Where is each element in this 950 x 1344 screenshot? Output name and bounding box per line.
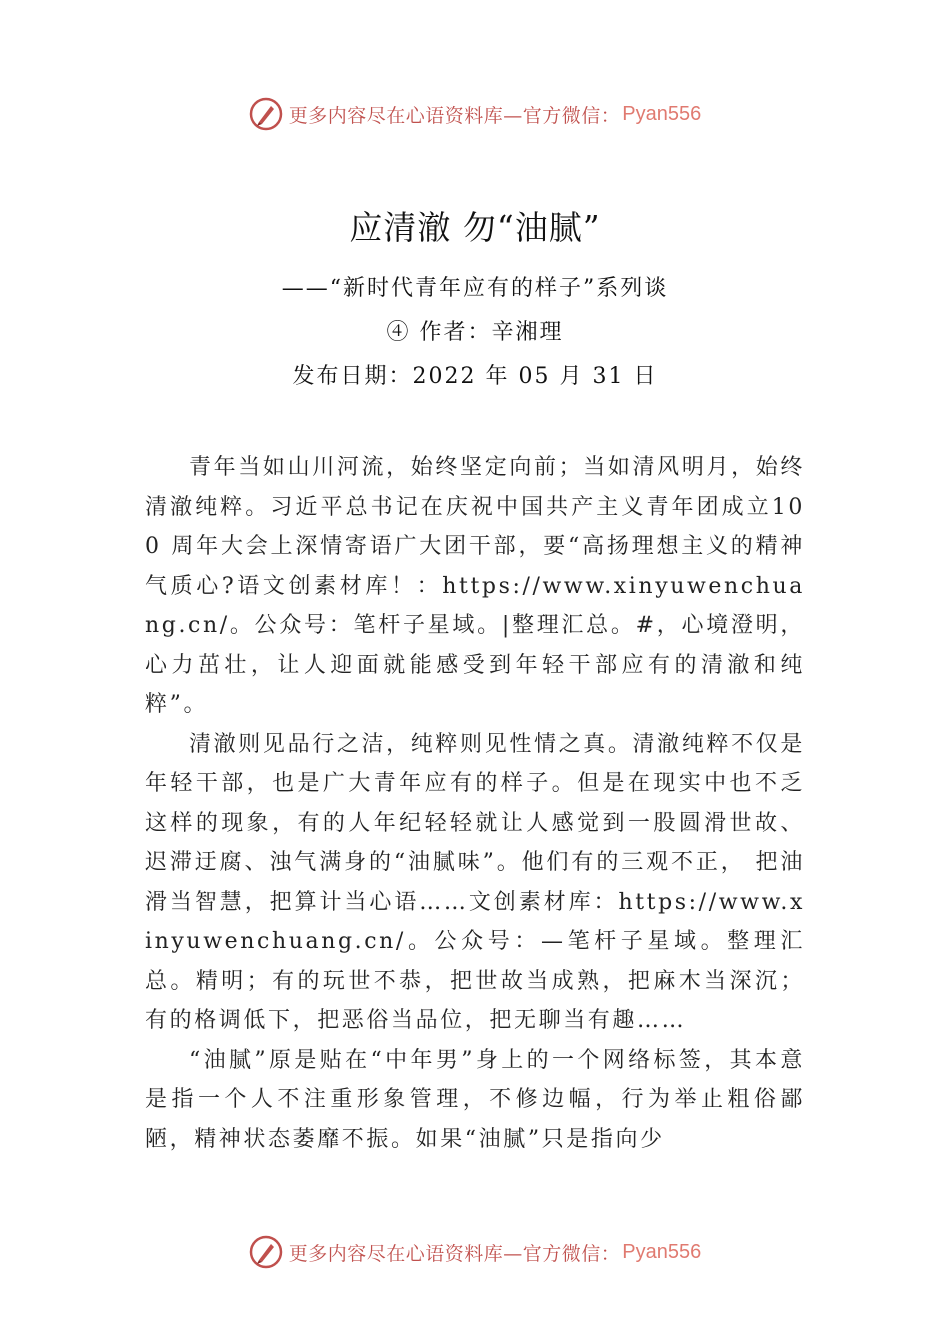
banner-text: 更多内容尽在心语资料库—官方微信： [288, 104, 621, 127]
article-body [145, 448, 805, 1159]
pen-circle-icon [249, 97, 283, 131]
subtitle: ——“新时代青年应有的样子”系列谈 [281, 276, 669, 301]
footer-banner [0, 1232, 950, 1272]
author-line: ④ 作者：辛湘理 [386, 320, 564, 345]
footer-banner-text: 更多内容尽在心语资料库—官方微信： [288, 1242, 621, 1265]
page-title: 应清澈 勿“油腻” [349, 208, 601, 247]
paragraph-3: “油腻”原是贴在“中年男”身上的一个网络标签，其本意是指一个人不注重形象管理，不修边幅，行为举止粗俗鄙陋，精神状态萎靡不振。如果“油腻”只是指向少 [145, 1047, 805, 1152]
publish-date: 发布日期：2022 年 05 月 31 日 [292, 364, 658, 389]
wechat-id: Pyan556 [622, 102, 702, 125]
header-banner [0, 94, 950, 134]
paragraph-1: 青年当如山川河流，始终坚定向前；当如清风明月，始终清澈纯粹。习近平总书记在庆祝中国共产主义青年团成立100 周年大会上深情寄语广大团干部，要“高扬理想主义的精神气质心?语文创素材库！：https://www.xinyuwenchuang.cn/。公众号：笔杆子星域。|整理汇总。#，心境澄明，心力茁壮，让人迎面就能感受到年轻干部应有的清澈和纯粹”。 [145, 455, 805, 717]
paragraph-2: 清澈则见品行之洁，纯粹则见性情之真。清澈纯粹不仅是年轻干部，也是广大青年应有的样子。但是在现实中也不乏这样的现象，有的人年纪轻轻就让人感觉到一股圆滑世故、迟滞迂腐、浊气满身的“油腻味”。他们有的三观不正， 把油滑当智慧，把算计当心语……文创素材库：https://www.xinyuwenchuang.cn/。公众号：—笔杆子星域。整理汇总。精明；有的玩世不恭，把世故当成熟，把麻木当深沉；有的格调低下，把恶俗当品位，把无聊当有趣…… [145, 731, 805, 1033]
pen-circle-icon [249, 1235, 283, 1269]
footer-wechat-id: Pyan556 [622, 1240, 702, 1263]
